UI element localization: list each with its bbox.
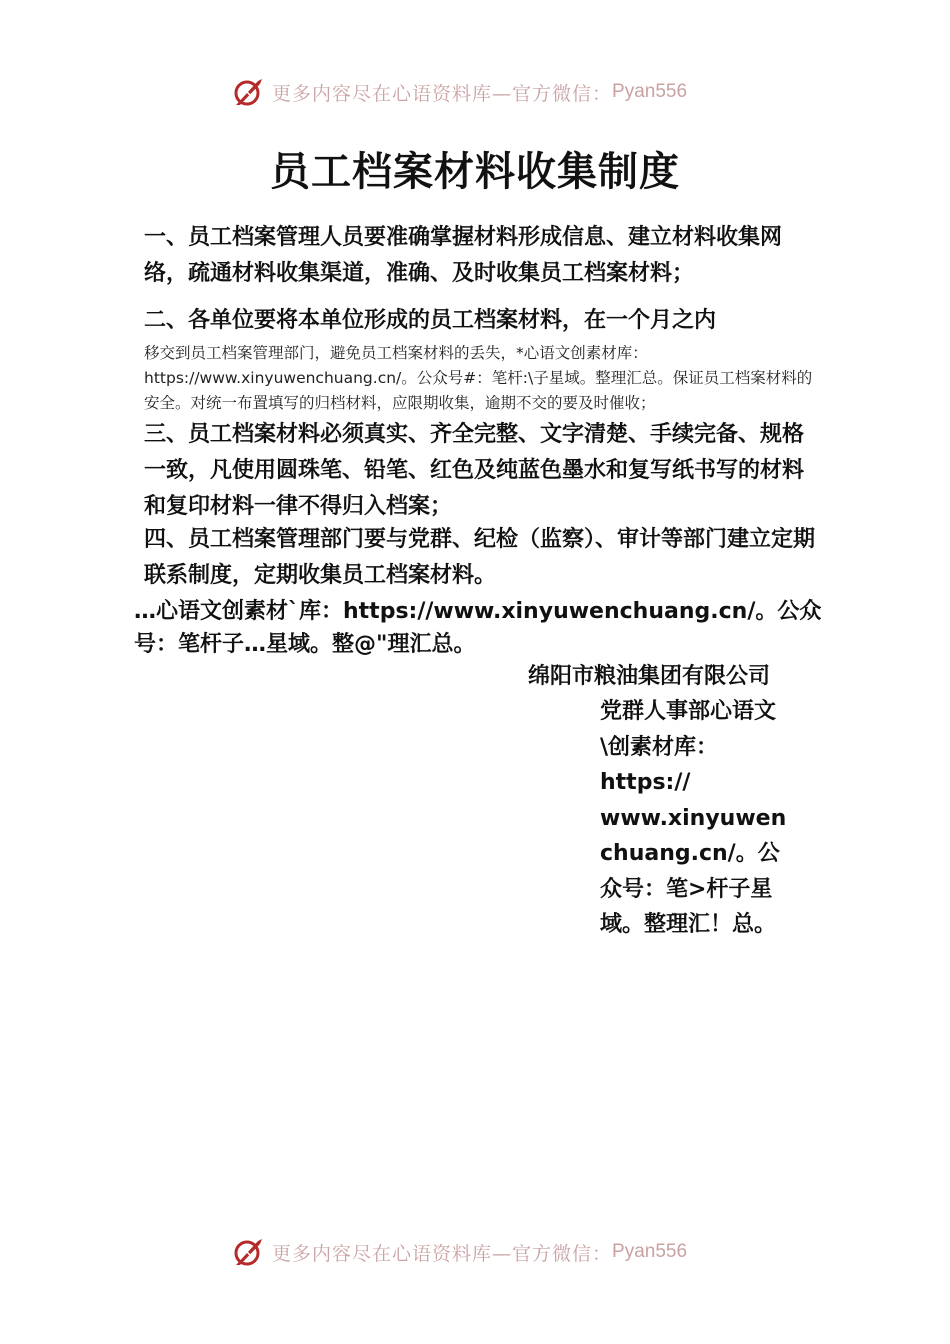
quill-logo-icon	[232, 1235, 266, 1269]
company-name: 绵阳市粮油集团有限公司	[528, 664, 771, 689]
department-block	[600, 694, 800, 943]
wechat-id: Pyan556	[612, 81, 688, 102]
department-line: www.xinyuwen	[600, 805, 787, 831]
document-title: 员工档案材料收集制度	[270, 149, 680, 195]
department-line: 众号：笔>杆子星	[600, 876, 773, 902]
footer-banner	[232, 1234, 752, 1270]
paragraph-3: 三、员工档案材料必须真实、齐全完整、文字清楚、手续完备、规格一致，凡使用圆珠笔、铅笔、红色及纯蓝色墨水和复写纸书写的材料和复印材料一律不得归入档案；	[144, 422, 805, 519]
paragraph-4: 四、员工档案管理部门要与党群、纪检（监察）、审计等部门建立定期联系制度，定期收集员工档案材料。	[144, 527, 816, 588]
banner-text: 更多内容尽在心语资料库—官方微信：	[272, 1242, 613, 1265]
department-line: https://	[600, 770, 691, 795]
watermark-text: …心语文创素材`库：https://www.xinyuwenchuang.cn/。公众号：笔杆子…星域。整@"理汇总。	[134, 599, 822, 657]
paragraph-1: 一、员工档案管理人员要准确掌握材料形成信息、建立材料收集网络，疏通材料收集渠道，准确、及时收集员工档案材料；	[144, 225, 783, 286]
department-line: \创素材库：	[600, 734, 719, 760]
department-line: 党群人事部心语文	[600, 699, 777, 724]
paragraph-2-heading: 二、各单位要将本单位形成的员工档案材料，在一个月之内	[144, 308, 717, 333]
quill-logo-icon	[232, 75, 266, 109]
paragraph-2-body: 移交到员工档案管理部门，避免员工档案材料的丢失，*心语文创素材库：https://www.xinyuwenchuang.cn/。公众号#：笔杆:\子星域。整理汇总。保证员工档案材料的安全。对统一布置填写的归档材料，应限期收集，逾期不交的要及时催收；	[144, 344, 813, 412]
wechat-id: Pyan556	[612, 1241, 688, 1262]
header-banner	[232, 74, 752, 110]
banner-text: 更多内容尽在心语资料库—官方微信：	[272, 82, 613, 105]
department-line: chuang.cn/。公	[600, 841, 780, 866]
department-line: 域。整理汇！总。	[600, 912, 777, 937]
